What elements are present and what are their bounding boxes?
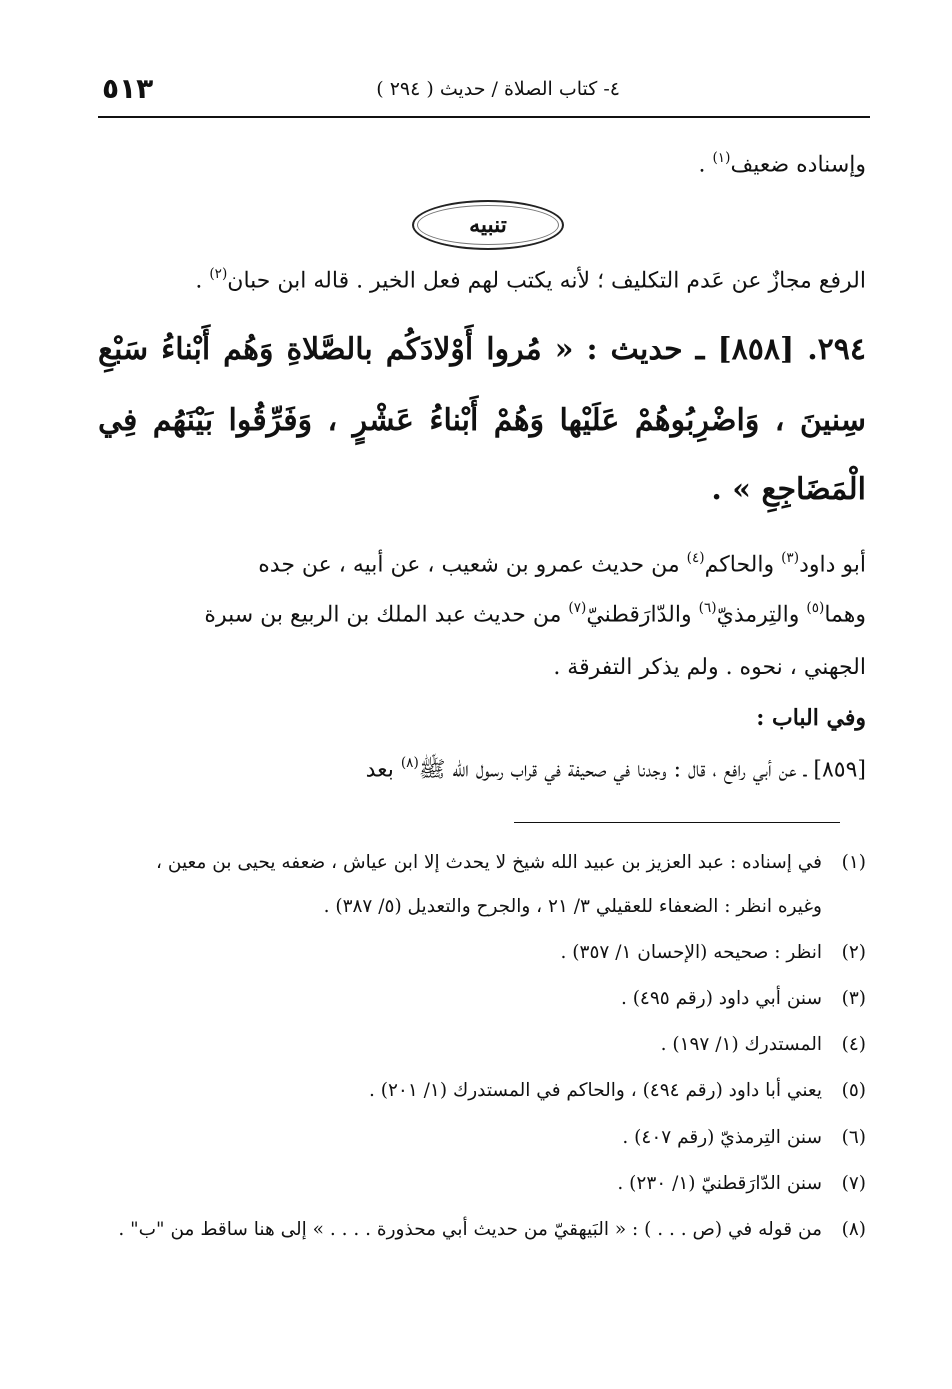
footnote-text: من قوله في (ص . . . ) : « البَيهقيّ من حديث أبي محذورة . . . . » إلى هنا ساقط من "ب" . [118,1219,822,1240]
footnote-separator [514,822,840,823]
isnad-text: وإسناده ضعيف [730,152,866,178]
footnote-text: يعني أبا داود (رقم ٤٩٤) ، والحاكم في المستدرك (١/ ٢٠١) . [369,1080,822,1101]
takhrij-text: أبو داود [799,552,866,578]
footnote-text: سنن الدّارَقطنيّ (١/ ٢٣٠) . [617,1173,822,1194]
takhrij-text: وهما [824,602,866,628]
footnote-2 [561,942,866,963]
footnote-text: سنن التِرمذيّ (رقم ٤٠٧) . [622,1127,822,1148]
footnote-ref[interactable]: (٨) [400,755,419,771]
page-number: ٥١٣ [102,72,154,105]
footnote-text: انظر : صحيحه (الإحسان ١/ ٣٥٧) . [560,942,822,963]
footnote-5 [369,1080,866,1101]
footnote-1-cont: وغيره انظر : الضعفاء للعقيلي ٣/ ٢١ ، والجرح والتعديل (٥/ ٣٨٧) . [323,896,822,917]
abu-rafi-end: بعد [365,757,401,783]
footnote-number: (٦) [841,1127,866,1148]
abu-rafi-text: [٨٥٩] ـ عن أبي رافع ، قال : وجدنا في صحيفة في قراب رسول الله ﷺ [418,757,866,783]
takhrij-text: والحاكم [704,552,782,578]
footnote-ref[interactable]: (٤) [686,550,705,566]
takhrij-text: والتِرمذيّ [716,602,807,628]
takhrij-text: من حديث عمرو بن شعيب ، عن أبيه ، عن جده [258,552,687,578]
hadith-line-2: سِنينَ ، وَاضْرِبُوهُمْ عَلَيْها وَهُمْ أَبْناءُ عَشْرٍ ، وَفَرِّقُوا بَيْنَهُم فِي [98,403,866,438]
takhrij-line-1 [258,550,866,578]
footnote-ref[interactable]: (٥) [806,600,825,616]
footnote-ref[interactable]: (١) [712,150,731,166]
footnote-3 [621,988,866,1009]
footnote-number: (٣) [841,988,866,1009]
hadith-line-1: ٢٩٤. [٨٥٨] ـ حديث : « مُروا أَوْلادَكُم بالصَّلاةِ وَهُم أَبْناءُ سَبْعِ [98,332,866,367]
isnad-end: . [698,152,713,178]
footnote-number: (٤) [841,1034,866,1055]
footnote-text: سنن أبي داود (رقم ٤٩٥) . [620,988,822,1009]
footnote-ref[interactable]: (٦) [698,600,717,616]
footnote-ref[interactable]: (٣) [781,550,800,566]
tanbih-label: تنبيه [469,212,507,238]
tanbih-end: . [195,268,210,294]
footnote-number: (١) [841,852,866,873]
takhrij-text: والدّارَقطنيّ [586,602,699,628]
footnote-number: (٥) [841,1080,866,1101]
takhrij-text: من حديث عبد الملك بن الربيع بن سبرة [204,602,569,628]
footnote-ref[interactable]: (٧) [568,600,587,616]
takhrij-line-2 [204,600,866,628]
abu-rafi-line [366,755,866,788]
fil-bab-heading: وفي الباب : [756,705,866,731]
footnote-ref[interactable]: (٢) [209,266,228,282]
footnote-1 [156,852,866,873]
tanbih-heading [412,200,564,250]
hadith-line-3: الْمَضَاجِعِ » . [711,472,866,507]
footnote-7 [617,1173,866,1194]
tanbih-text [195,266,866,294]
footnote-number: (٨) [841,1219,866,1240]
footnote-number: (٢) [841,942,866,963]
footnote-6 [622,1127,866,1148]
footnote-4 [661,1034,866,1055]
running-title: ٤- كتاب الصلاة / حديث ( ٢٩٤ ) [376,78,620,100]
footnote-text: في إسناده : عبد العزيز بن عبيد الله شيخ لا يحدث إلا ابن عياش ، ضعفه يحيى بن معين ، [156,852,822,873]
page-header [98,70,870,114]
isnad-line [698,150,866,178]
footnote-text: المستدرك (١/ ١٩٧) . [660,1034,822,1055]
tanbih-sentence: الرفع مجازٌ عن عَدم التكليف ؛ لأنه يكتب لهم فعل الخير . قاله ابن حبان [227,268,866,294]
takhrij-line-3: الجهني ، نحوه . ولم يذكر التفرقة . [553,655,866,680]
footnote-number: (٧) [841,1173,866,1194]
footnote-8 [118,1219,866,1240]
header-rule [98,116,870,118]
